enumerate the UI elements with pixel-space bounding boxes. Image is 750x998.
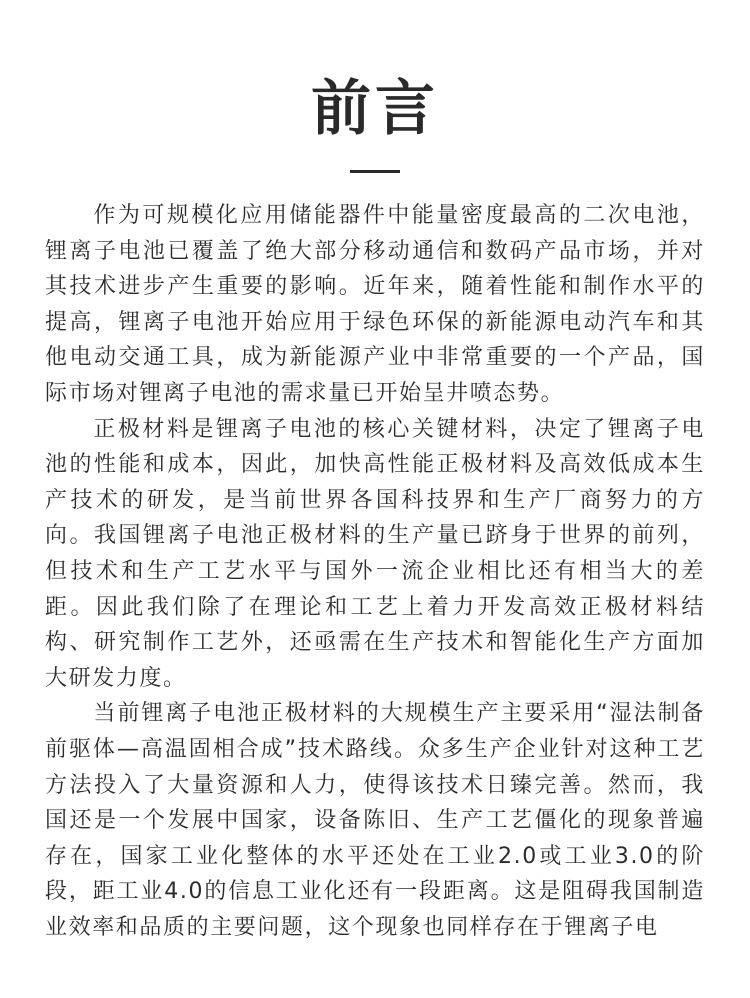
paragraph-1: 作为可规模化应用储能器件中能量密度最高的二次电池，锂离子电池已覆盖了绝大部分移动通信和数码产品市场，并对其技术进步产生重要的影响。近年来，随着性能和制作水平的提高，锂离子电池开始应用于绿色环保的新能源电动汽车和其他电动交通工具，成为新能源产业中非常重要的一个产品，国际市场对锂离子电池的需求量已开始呈井喷态势。 bbox=[45, 203, 705, 406]
title-divider bbox=[350, 170, 400, 173]
paragraph-2: 正极材料是锂离子电池的核心关键材料，决定了锂离子电池的性能和成本，因此，加快高性能正极材料及高效低成本生产技术的研发，是当前世界各国科技界和生产厂商努力的方向。我国锂离子电池正极材料的生产量已跻身于世界的前列，但技术和生产工艺水平与国外一流企业相比还有相当大的差距。因此我们除了在理论和工艺上着力开发高效正极材料结构、研究制作工艺外，还亟需在生产技术和智能化生产方面加大研发力度。 bbox=[45, 416, 705, 691]
body-text bbox=[45, 198, 705, 945]
page-title: 前言 bbox=[311, 74, 439, 144]
paragraph-3: 当前锂离子电池正极材料的大规模生产主要采用“湿法制备前驱体—高温固相合成”技术路线。众多生产企业针对这种工艺方法投入了大量资源和人力，使得该技术日臻完善。然而，我国还是一个发展中国家，设备陈旧、生产工艺僵化的现象普遍存在，国家工业化整体的水平还处在工业2.0或工业3.0的阶段，距工业4.0的信息工业化还有一段距离。这是阻碍我国制造业效率和品质的主要问题，这个现象也同样存在于锂离子电 bbox=[45, 701, 705, 940]
